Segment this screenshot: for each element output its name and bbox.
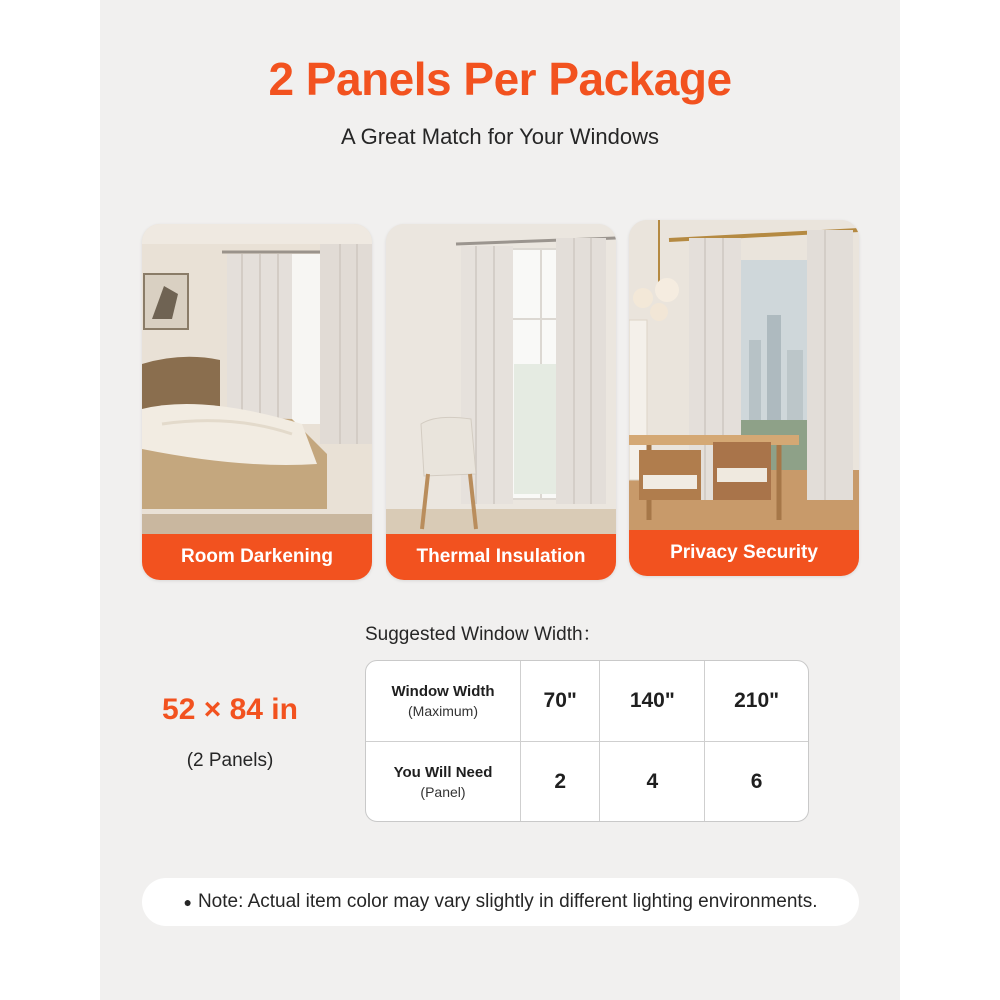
- product-size: 52 × 84 in: [162, 693, 298, 726]
- color-note: [142, 878, 859, 926]
- table-row: [366, 742, 808, 821]
- page-title: 2 Panels Per Package: [268, 53, 732, 105]
- table-cell: 70": [521, 661, 600, 742]
- feature-label: Privacy Security: [629, 530, 859, 576]
- row-header-subtitle: (Maximum): [408, 703, 478, 720]
- row-header-window-width: [366, 661, 521, 742]
- row-header-title: Window Width: [391, 683, 495, 701]
- table-cell: 6: [750, 769, 763, 793]
- product-panel-count: (2 Panels): [186, 750, 274, 771]
- row-header-title: You Will Need: [393, 763, 493, 781]
- table-cell: 2: [521, 742, 600, 821]
- page-subtitle: A Great Match for Your Windows: [341, 124, 659, 149]
- row-header-panels-needed: [366, 742, 521, 821]
- bedroom-photo: [142, 224, 372, 534]
- table-row: [366, 661, 808, 742]
- dining-room-photo: [629, 220, 859, 530]
- feature-card-thermal-insulation: [386, 224, 616, 580]
- row-header-subtitle: (Panel): [420, 783, 466, 800]
- window-chair-photo: [386, 224, 616, 534]
- feature-card-privacy-security: [629, 220, 859, 576]
- table-cell: 210": [705, 661, 808, 742]
- feature-label: Thermal Insulation: [386, 534, 616, 580]
- note-text: Note: Actual item color may vary slightly in different lighting environments.: [197, 891, 818, 912]
- feature-card-room-darkening: [142, 224, 372, 580]
- feature-label: Room Darkening: [142, 534, 372, 580]
- suggested-width-label: Suggested Window Width：: [365, 624, 602, 645]
- table-cell: 4: [600, 742, 705, 821]
- bullet-icon: ●: [183, 894, 192, 910]
- table-cell: 140": [600, 661, 705, 742]
- product-infographic: [100, 0, 900, 1000]
- size-table: [365, 660, 809, 822]
